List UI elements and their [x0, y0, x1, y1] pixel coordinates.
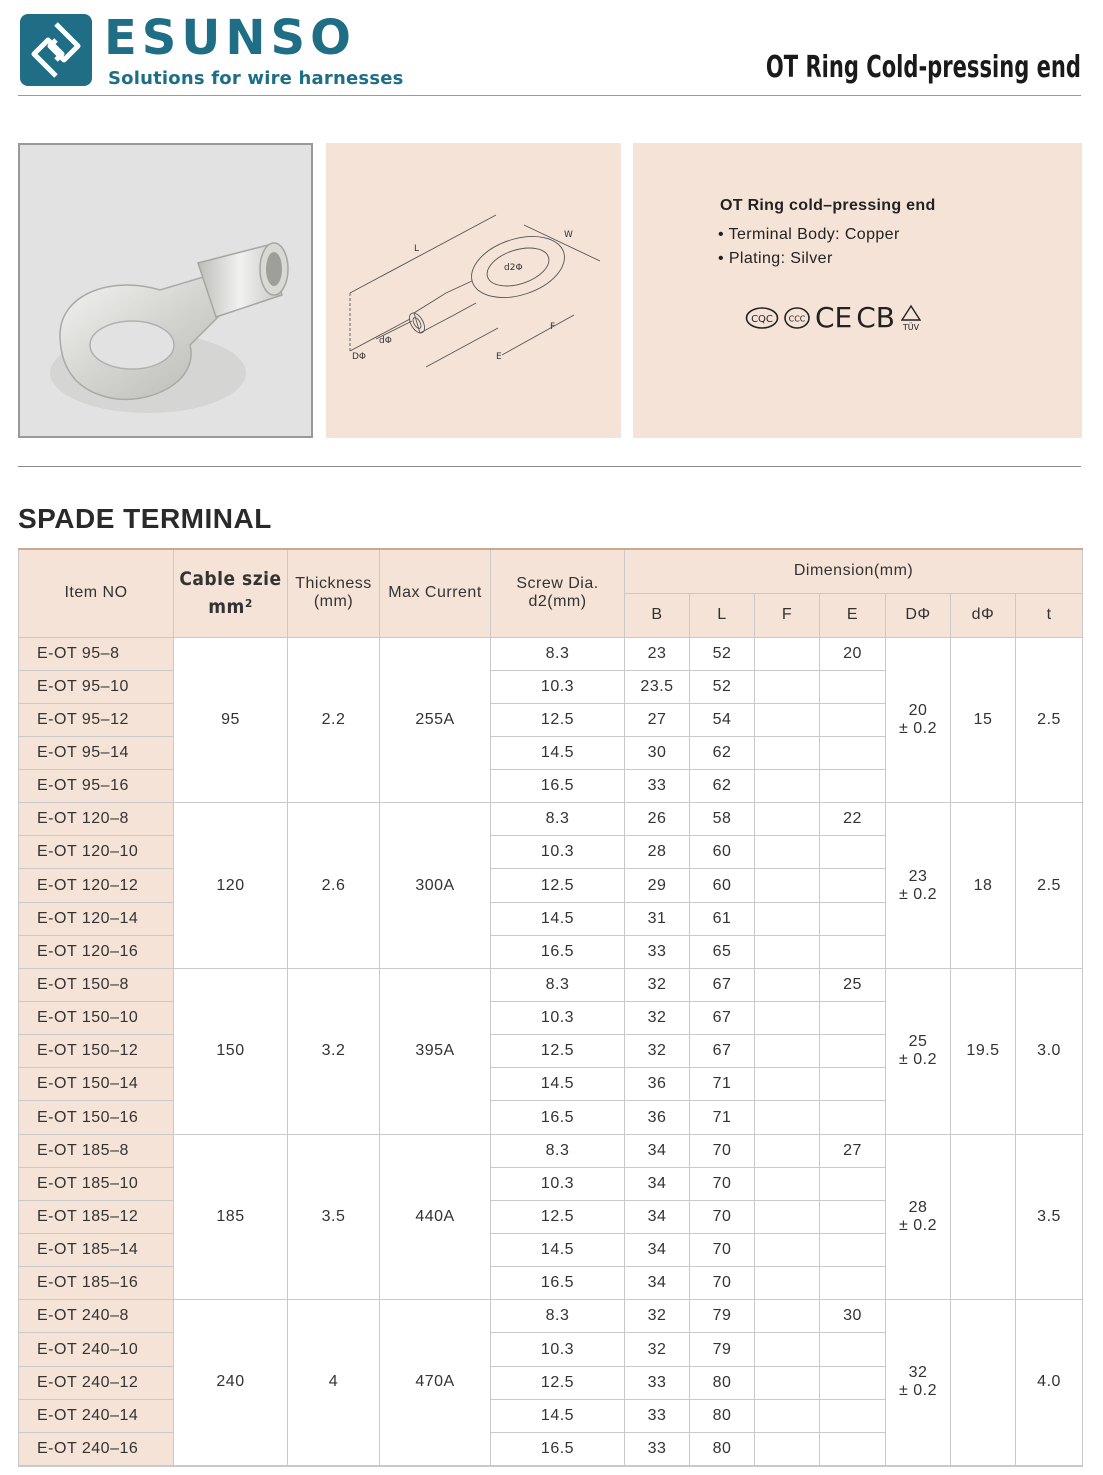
cell-b: 32 [625, 1002, 690, 1035]
cell-screw-dia: 8.3 [491, 803, 625, 836]
cell-f [755, 1267, 820, 1300]
cell-e: 25 [820, 968, 886, 1001]
cell-e [820, 1101, 886, 1134]
label-d: dΦ [379, 336, 392, 346]
cell-item-no: E-OT 185–14 [19, 1234, 174, 1267]
D-value: 25 [908, 1033, 928, 1051]
cable-size-label: Cable szie [179, 568, 282, 591]
tuv-icon [899, 304, 923, 332]
thickness-unit: (mm) [313, 593, 354, 611]
D-value: 28 [908, 1198, 928, 1216]
cell-item-no: E-OT 120–14 [19, 902, 174, 935]
label-L: L [414, 244, 420, 254]
ccc-text: CCC [788, 314, 806, 323]
cell-l: 65 [690, 935, 755, 968]
cell-e [820, 736, 886, 769]
cell-f [755, 1035, 820, 1068]
cell-screw-dia: 14.5 [491, 1399, 625, 1432]
cell-l: 54 [690, 703, 755, 736]
cell-e: 22 [820, 803, 886, 836]
cell-b: 23.5 [625, 670, 690, 703]
table-row [19, 1134, 1083, 1167]
certification-marks [745, 301, 923, 334]
cell-screw-dia: 12.5 [491, 1035, 625, 1068]
cell-f [755, 703, 820, 736]
cell-D [886, 1134, 951, 1300]
cell-f [755, 670, 820, 703]
header-dim-f: F [755, 593, 820, 637]
cell-cable-size: 150 [174, 968, 288, 1134]
cell-l: 71 [690, 1068, 755, 1101]
header-dim-t: t [1016, 593, 1083, 637]
label-W: W [564, 230, 573, 240]
cell-l: 67 [690, 1035, 755, 1068]
cell-f [755, 1134, 820, 1167]
cell-f [755, 836, 820, 869]
cell-screw-dia: 16.5 [491, 1101, 625, 1134]
cell-b: 32 [625, 1300, 690, 1333]
cell-l: 62 [690, 736, 755, 769]
cell-item-no: E-OT 120–12 [19, 869, 174, 902]
table-row [19, 803, 1083, 836]
cell-l: 70 [690, 1200, 755, 1233]
cell-item-no: E-OT 185–10 [19, 1167, 174, 1200]
cell-t: 3.5 [1016, 1134, 1083, 1300]
label-F: F [550, 322, 556, 332]
cell-f [755, 1002, 820, 1035]
cell-screw-dia: 14.5 [491, 902, 625, 935]
cell-item-no: E-OT 150–16 [19, 1101, 174, 1134]
cell-e [820, 1333, 886, 1366]
D-value: 23 [908, 867, 928, 885]
ccc-icon [783, 306, 811, 330]
cell-item-no: E-OT 95–8 [19, 637, 174, 670]
spec-table-body [19, 637, 1083, 1466]
cell-max-current: 440A [380, 1134, 491, 1300]
cqc-text: CQC [751, 313, 773, 325]
cell-b: 26 [625, 803, 690, 836]
cell-e [820, 1200, 886, 1233]
cell-e [820, 1267, 886, 1300]
cell-l: 60 [690, 836, 755, 869]
cell-item-no: E-OT 95–10 [19, 670, 174, 703]
cell-item-no: E-OT 240–16 [19, 1432, 174, 1465]
cell-l: 62 [690, 770, 755, 803]
cell-f [755, 1167, 820, 1200]
cell-item-no: E-OT 120–16 [19, 935, 174, 968]
cell-screw-dia: 16.5 [491, 935, 625, 968]
cell-b: 33 [625, 770, 690, 803]
cell-screw-dia: 16.5 [491, 1267, 625, 1300]
cell-screw-dia: 8.3 [491, 1134, 625, 1167]
cell-l: 80 [690, 1432, 755, 1465]
dimension-drawing [326, 143, 621, 438]
cell-f [755, 770, 820, 803]
cell-e [820, 836, 886, 869]
spec-item-body: • Terminal Body: Copper [718, 223, 900, 247]
table-row [19, 1300, 1083, 1333]
tuv-text: TÜV [902, 322, 920, 332]
dimension-diagram-icon [326, 143, 621, 438]
cell-b: 33 [625, 1432, 690, 1465]
spec-item-plating: • Plating: Silver [718, 247, 900, 271]
cell-b: 34 [625, 1200, 690, 1233]
cell-t: 4.0 [1016, 1300, 1083, 1466]
cell-thickness: 2.6 [288, 803, 380, 969]
brand-tagline: Solutions for wire harnesses [108, 68, 404, 89]
cell-b: 23 [625, 637, 690, 670]
cell-f [755, 1234, 820, 1267]
cell-cable-size: 120 [174, 803, 288, 969]
brand-name: ESUNSO [104, 10, 356, 66]
header-cable-size [174, 549, 288, 637]
cell-max-current: 470A [380, 1300, 491, 1466]
cell-item-no: E-OT 120–8 [19, 803, 174, 836]
cell-b: 34 [625, 1267, 690, 1300]
cell-b: 32 [625, 1333, 690, 1366]
header-dim-l: L [690, 593, 755, 637]
cell-l: 67 [690, 968, 755, 1001]
header-dim-D: DΦ [886, 593, 951, 637]
cqc-icon [745, 306, 779, 330]
cell-d [951, 1134, 1016, 1300]
cell-f [755, 1333, 820, 1366]
cell-e [820, 902, 886, 935]
cell-b: 27 [625, 703, 690, 736]
cell-D [886, 1300, 951, 1466]
cell-l: 80 [690, 1399, 755, 1432]
cell-b: 30 [625, 736, 690, 769]
cell-e [820, 670, 886, 703]
cell-l: 71 [690, 1101, 755, 1134]
cell-l: 52 [690, 670, 755, 703]
cell-item-no: E-OT 240–12 [19, 1366, 174, 1399]
cell-e: 30 [820, 1300, 886, 1333]
cell-f [755, 1200, 820, 1233]
cell-D [886, 968, 951, 1134]
cell-b: 33 [625, 1399, 690, 1432]
spec-list [718, 223, 900, 271]
cell-screw-dia: 12.5 [491, 1200, 625, 1233]
cell-item-no: E-OT 150–14 [19, 1068, 174, 1101]
cell-screw-dia: 10.3 [491, 1002, 625, 1035]
thickness-label: Thickness [295, 575, 372, 593]
header-dim-e: E [820, 593, 886, 637]
cell-thickness: 2.2 [288, 637, 380, 803]
cell-item-no: E-OT 95–16 [19, 770, 174, 803]
cell-l: 52 [690, 637, 755, 670]
cell-item-no: E-OT 185–8 [19, 1134, 174, 1167]
table-row [19, 637, 1083, 670]
cell-f [755, 637, 820, 670]
cell-D [886, 637, 951, 803]
cell-t: 3.0 [1016, 968, 1083, 1134]
cell-t: 2.5 [1016, 637, 1083, 803]
cell-screw-dia: 16.5 [491, 1432, 625, 1465]
cell-e [820, 1035, 886, 1068]
D-tolerance: ± 0.2 [899, 719, 937, 737]
cell-f [755, 1300, 820, 1333]
cell-D [886, 803, 951, 969]
cell-f [755, 803, 820, 836]
cell-l: 61 [690, 902, 755, 935]
cell-b: 34 [625, 1134, 690, 1167]
header-item-no: Item NO [19, 549, 174, 637]
cell-l: 58 [690, 803, 755, 836]
header-max-current: Max Current [380, 549, 491, 637]
cell-e [820, 869, 886, 902]
cell-b: 29 [625, 869, 690, 902]
label-D: DΦ [352, 352, 367, 362]
cell-max-current: 300A [380, 803, 491, 969]
cell-thickness: 3.5 [288, 1134, 380, 1300]
cell-item-no: E-OT 185–12 [19, 1200, 174, 1233]
cell-b: 34 [625, 1167, 690, 1200]
cell-screw-dia: 8.3 [491, 637, 625, 670]
cell-screw-dia: 14.5 [491, 736, 625, 769]
logo-mark-icon [20, 14, 92, 86]
cell-item-no: E-OT 240–10 [19, 1333, 174, 1366]
cell-l: 70 [690, 1267, 755, 1300]
cell-screw-dia: 16.5 [491, 770, 625, 803]
D-tolerance: ± 0.2 [899, 885, 937, 903]
cell-item-no: E-OT 150–12 [19, 1035, 174, 1068]
cell-item-no: E-OT 95–12 [19, 703, 174, 736]
cell-d [951, 1300, 1016, 1466]
cell-l: 70 [690, 1167, 755, 1200]
D-tolerance: ± 0.2 [899, 1216, 937, 1234]
cell-f [755, 902, 820, 935]
cell-screw-dia: 10.3 [491, 836, 625, 869]
cell-d: 18 [951, 803, 1016, 969]
cell-e [820, 1167, 886, 1200]
section-divider [18, 466, 1081, 467]
cell-cable-size: 240 [174, 1300, 288, 1466]
cell-b: 36 [625, 1068, 690, 1101]
cell-cable-size: 95 [174, 637, 288, 803]
cell-screw-dia: 14.5 [491, 1234, 625, 1267]
cell-f [755, 935, 820, 968]
cell-screw-dia: 12.5 [491, 703, 625, 736]
cell-l: 79 [690, 1300, 755, 1333]
screw-dia-unit: d2(mm) [528, 593, 587, 611]
header-screw-dia [491, 549, 625, 637]
cell-screw-dia: 14.5 [491, 1068, 625, 1101]
cell-f [755, 1432, 820, 1465]
cell-item-no: E-OT 150–10 [19, 1002, 174, 1035]
cell-screw-dia: 8.3 [491, 968, 625, 1001]
cell-l: 60 [690, 869, 755, 902]
page-title: OT Ring Cold-pressing end [765, 50, 1081, 85]
D-tolerance: ± 0.2 [899, 1051, 937, 1069]
cell-l: 67 [690, 1002, 755, 1035]
cell-f [755, 869, 820, 902]
cell-l: 70 [690, 1134, 755, 1167]
cell-b: 36 [625, 1101, 690, 1134]
header-dim-b: B [625, 593, 690, 637]
cell-f [755, 736, 820, 769]
cell-screw-dia: 8.3 [491, 1300, 625, 1333]
cell-screw-dia: 10.3 [491, 670, 625, 703]
header-divider [18, 95, 1081, 96]
cell-item-no: E-OT 120–10 [19, 836, 174, 869]
header-thickness [288, 549, 380, 637]
cell-b: 33 [625, 935, 690, 968]
cell-e [820, 703, 886, 736]
cell-e [820, 1432, 886, 1465]
cell-b: 31 [625, 902, 690, 935]
ring-terminal-photo-icon [20, 145, 311, 436]
cell-b: 34 [625, 1234, 690, 1267]
cell-item-no: E-OT 240–14 [19, 1399, 174, 1432]
ce-mark: CE [815, 301, 853, 334]
label-E: E [496, 352, 502, 362]
product-info [633, 143, 1082, 438]
header-dim-d: dΦ [951, 593, 1016, 637]
D-tolerance: ± 0.2 [899, 1382, 937, 1400]
cell-e [820, 1002, 886, 1035]
cell-screw-dia: 12.5 [491, 1366, 625, 1399]
cell-l: 79 [690, 1333, 755, 1366]
header-dimension: Dimension(mm) [625, 549, 1083, 593]
cell-item-no: E-OT 240–8 [19, 1300, 174, 1333]
cell-e: 20 [820, 637, 886, 670]
cell-item-no: E-OT 150–8 [19, 968, 174, 1001]
cell-t: 2.5 [1016, 803, 1083, 969]
product-photo [18, 143, 313, 438]
cell-f [755, 968, 820, 1001]
cell-e: 27 [820, 1134, 886, 1167]
cell-d: 15 [951, 637, 1016, 803]
spec-table [18, 548, 1083, 1467]
cell-f [755, 1101, 820, 1134]
cell-b: 32 [625, 1035, 690, 1068]
D-value: 32 [908, 1364, 928, 1382]
section-title: SPADE TERMINAL [18, 503, 272, 534]
cell-f [755, 1399, 820, 1432]
cell-b: 32 [625, 968, 690, 1001]
cell-cable-size: 185 [174, 1134, 288, 1300]
cell-max-current: 395A [380, 968, 491, 1134]
label-d2: d2Φ [504, 263, 523, 273]
table-row [19, 968, 1083, 1001]
cell-max-current: 255A [380, 637, 491, 803]
screw-dia-label: Screw Dia. [516, 575, 599, 593]
cell-screw-dia: 10.3 [491, 1333, 625, 1366]
cell-e [820, 1068, 886, 1101]
cell-l: 80 [690, 1366, 755, 1399]
cell-f [755, 1366, 820, 1399]
cell-d: 19.5 [951, 968, 1016, 1134]
cell-b: 28 [625, 836, 690, 869]
cell-thickness: 4 [288, 1300, 380, 1466]
cell-thickness: 3.2 [288, 968, 380, 1134]
cell-e [820, 770, 886, 803]
cell-e [820, 1366, 886, 1399]
cell-l: 70 [690, 1234, 755, 1267]
cell-screw-dia: 12.5 [491, 869, 625, 902]
cell-f [755, 1068, 820, 1101]
cell-e [820, 1399, 886, 1432]
cell-item-no: E-OT 185–16 [19, 1267, 174, 1300]
cell-item-no: E-OT 95–14 [19, 736, 174, 769]
cell-e [820, 1234, 886, 1267]
cable-size-unit: mm² [208, 596, 253, 619]
D-value: 20 [908, 701, 928, 719]
cell-e [820, 935, 886, 968]
brand-logo [20, 14, 92, 86]
cell-b: 33 [625, 1366, 690, 1399]
info-title: OT Ring cold–pressing end [720, 197, 936, 214]
cell-screw-dia: 10.3 [491, 1167, 625, 1200]
cb-mark: CB [856, 301, 896, 334]
